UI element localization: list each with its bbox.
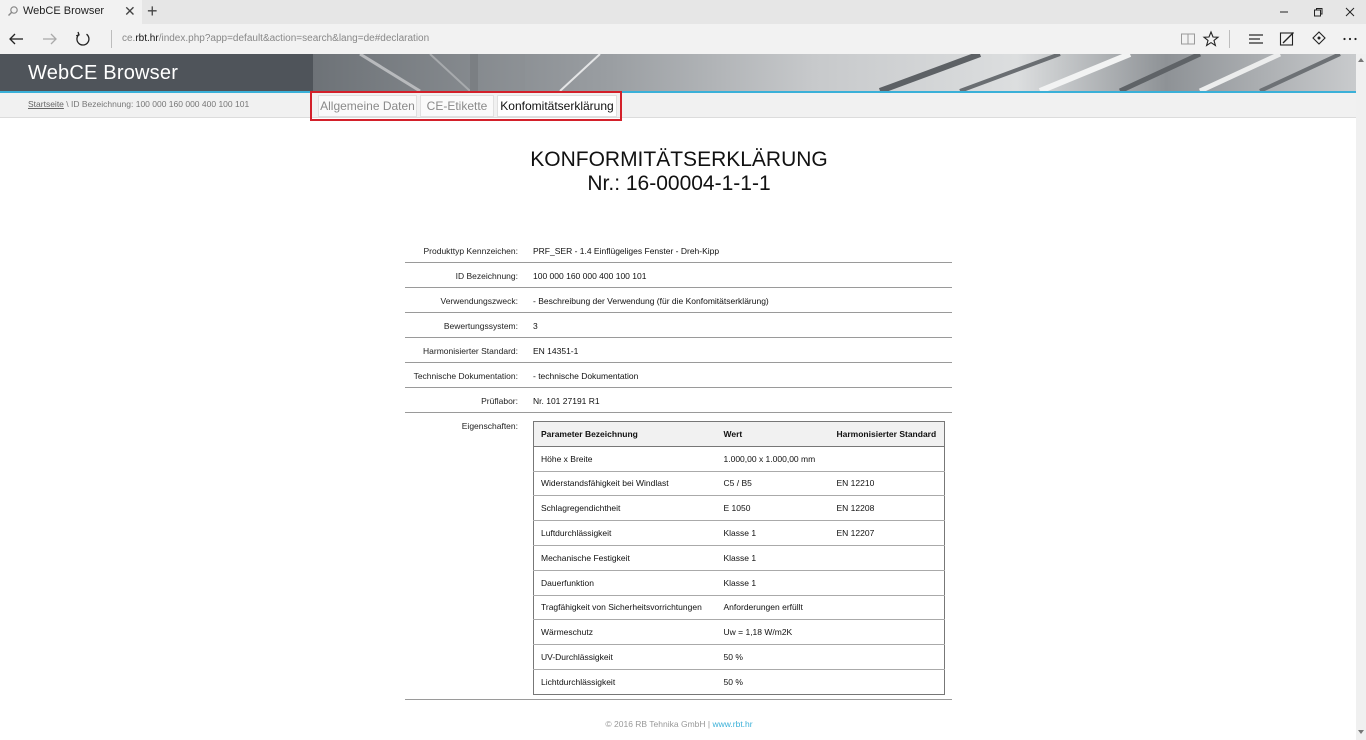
forward-arrow-icon[interactable] <box>41 30 59 48</box>
table-cell: Wärmeschutz <box>534 620 717 645</box>
browser-tab-title: WebCE Browser <box>23 5 105 17</box>
vertical-scrollbar[interactable] <box>1356 54 1366 740</box>
breadcrumb-home-link[interactable]: Startseite <box>28 99 64 109</box>
field-row-produkttyp <box>405 238 952 263</box>
field-row-eigenschaften <box>405 413 952 700</box>
new-tab-button[interactable]: + <box>147 1 158 21</box>
table-cell: Höhe x Breite <box>534 446 717 471</box>
field-row-harmonisierter-standard <box>405 338 952 363</box>
page-title-line-1: KONFORMITÄTSERKLÄRUNG <box>530 148 828 171</box>
field-value: 3 <box>533 321 538 331</box>
table-cell: EN 12210 <box>830 471 945 496</box>
url-field[interactable] <box>122 33 429 44</box>
table-cell: Schlagregendichtheit <box>534 496 717 521</box>
table-row <box>534 521 945 546</box>
table-row <box>534 570 945 595</box>
field-value: - Beschreibung der Verwendung (für die Konfomitätserklärung) <box>533 296 769 306</box>
field-row-prueflabor <box>405 388 952 413</box>
table-cell: Lichtdurchlässigkeit <box>534 669 717 694</box>
declaration-fields <box>405 238 952 700</box>
table-cell: Anforderungen erfüllt <box>717 595 830 620</box>
toolbar-separator <box>1229 30 1230 48</box>
refresh-icon[interactable] <box>74 30 92 48</box>
field-value: EN 14351-1 <box>533 346 579 356</box>
field-value: Nr. 101 27191 R1 <box>533 396 600 406</box>
table-cell: 50 % <box>717 669 830 694</box>
column-header: Harmonisierter Standard <box>830 422 945 447</box>
table-row <box>534 496 945 521</box>
breadcrumb <box>28 99 249 109</box>
field-label: Harmonisierter Standard: <box>423 346 518 356</box>
back-arrow-icon[interactable] <box>7 30 25 48</box>
scroll-down-arrow-icon[interactable] <box>1358 730 1364 734</box>
browser-address-bar <box>0 24 1366 54</box>
table-cell <box>830 545 945 570</box>
field-row-id-bezeichnung <box>405 263 952 288</box>
table-cell: UV-Durchlässigkeit <box>534 645 717 670</box>
table-cell: Tragfähigkeit von Sicherheitsvorrichtungen <box>534 595 717 620</box>
table-cell: Widerstandsfähigkeit bei Windlast <box>534 471 717 496</box>
column-header: Parameter Bezeichnung <box>534 422 717 447</box>
table-cell <box>830 645 945 670</box>
field-label: ID Bezeichnung: <box>455 271 518 281</box>
banner-architecture-decoration <box>0 54 1356 91</box>
page-title <box>0 148 1356 196</box>
tabs-highlight-box <box>310 91 622 121</box>
table-cell: EN 12208 <box>830 496 945 521</box>
table-cell: Dauerfunktion <box>534 570 717 595</box>
tab-konformitaetserklaerung[interactable]: Konfomitätserklärung <box>497 95 617 117</box>
table-cell: EN 12207 <box>830 521 945 546</box>
field-row-bewertungssystem <box>405 313 952 338</box>
close-window-icon[interactable] <box>1342 4 1358 20</box>
field-label: Verwendungszweck: <box>440 296 518 306</box>
field-label: Technische Dokumentation: <box>413 371 518 381</box>
column-header: Wert <box>717 422 830 447</box>
minimize-icon[interactable] <box>1276 4 1292 20</box>
field-label: Eigenschaften: <box>461 421 518 431</box>
url-prefix: ce. <box>122 33 136 44</box>
table-cell: Mechanische Festigkeit <box>534 545 717 570</box>
close-tab-icon[interactable]: ✕ <box>124 3 136 19</box>
table-cell: 50 % <box>717 645 830 670</box>
field-row-technische-dokumentation <box>405 363 952 388</box>
tab-allgemeine-daten[interactable]: Allgemeine Daten <box>318 95 417 117</box>
site-banner <box>0 54 1356 91</box>
table-cell: Klasse 1 <box>717 545 830 570</box>
page-footer <box>0 719 1356 729</box>
browser-tabstrip <box>0 0 1366 24</box>
scroll-up-arrow-icon[interactable] <box>1358 58 1364 62</box>
navigation-subbar <box>0 93 1356 118</box>
page-viewport <box>0 54 1356 740</box>
table-cell: Luftdurchlässigkeit <box>534 521 717 546</box>
properties-table <box>533 421 945 695</box>
share-icon[interactable] <box>1310 30 1328 48</box>
table-header-row <box>534 422 945 447</box>
more-options-icon[interactable] <box>1341 30 1359 48</box>
search-icon <box>7 5 19 17</box>
field-value: PRF_SER - 1.4 Einflügeliges Fenster - Dreh-Kipp <box>533 246 720 256</box>
site-brand[interactable]: WebCE Browser <box>28 62 179 84</box>
table-row <box>534 645 945 670</box>
footer-link[interactable]: www.rbt.hr <box>712 719 753 729</box>
table-row <box>534 620 945 645</box>
restore-icon[interactable] <box>1310 4 1326 20</box>
footer-copyright: © 2016 RB Tehnika GmbH | <box>605 719 713 729</box>
table-cell: C5 / B5 <box>717 471 830 496</box>
table-cell <box>830 595 945 620</box>
field-label: Bewertungssystem: <box>443 321 518 331</box>
browser-tab[interactable] <box>0 0 142 24</box>
field-label: Produkttyp Kennzeichen: <box>423 246 518 256</box>
table-row <box>534 595 945 620</box>
table-cell: Klasse 1 <box>717 570 830 595</box>
table-cell: Klasse 1 <box>717 521 830 546</box>
reading-view-icon[interactable] <box>1179 30 1197 48</box>
table-cell: E 1050 <box>717 496 830 521</box>
favorite-star-icon[interactable] <box>1202 30 1220 48</box>
table-cell <box>830 570 945 595</box>
table-cell: 1.000,00 x 1.000,00 mm <box>717 446 830 471</box>
table-cell <box>830 620 945 645</box>
url-path: /index.php?app=default&action=search&lang=de#declaration <box>158 33 430 44</box>
table-cell <box>830 669 945 694</box>
field-label: Prüflabor: <box>481 396 518 406</box>
table-row <box>534 669 945 694</box>
breadcrumb-current: \ ID Bezeichnung: 100 000 160 000 400 100 101 <box>63 99 250 109</box>
hub-icon[interactable] <box>1247 30 1265 48</box>
table-cell: Uw = 1,18 W/m2K <box>717 620 830 645</box>
url-domain: rbt.hr <box>135 33 159 44</box>
page-title-line-2: Nr.: 16-00004-1-1-1 <box>587 172 771 195</box>
field-value: 100 000 160 000 400 100 101 <box>533 271 647 281</box>
table-cell <box>830 446 945 471</box>
table-row <box>534 446 945 471</box>
field-value: - technische Dokumentation <box>533 371 639 381</box>
field-row-verwendungszweck <box>405 288 952 313</box>
tab-ce-etikette[interactable]: CE-Etikette <box>420 95 494 117</box>
table-row <box>534 545 945 570</box>
url-separator <box>111 30 112 48</box>
table-row <box>534 471 945 496</box>
web-note-icon[interactable] <box>1278 30 1296 48</box>
